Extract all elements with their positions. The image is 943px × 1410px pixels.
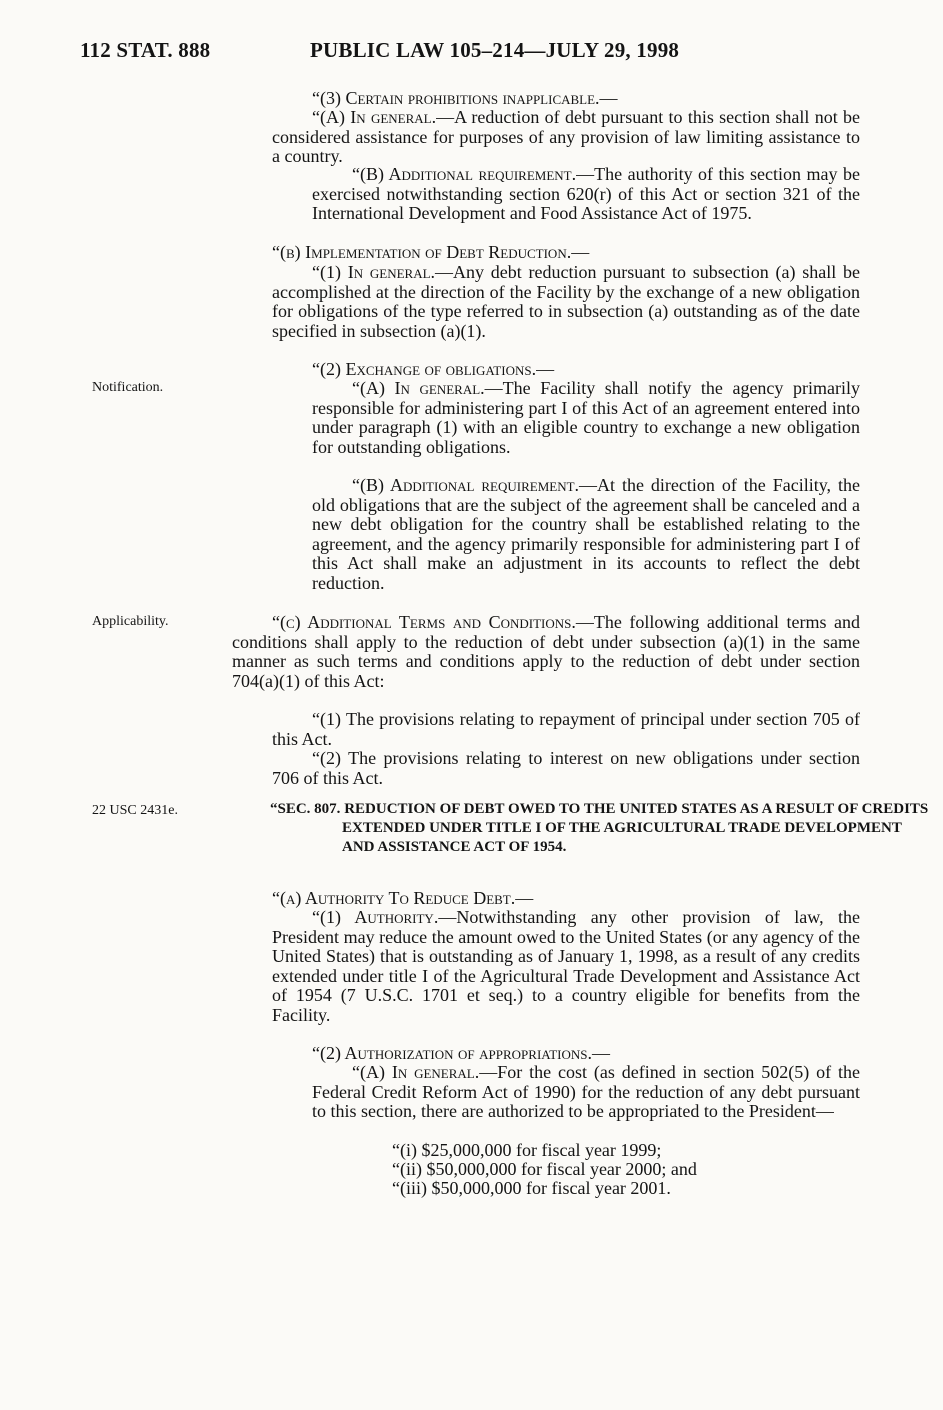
para-b2B: [312, 476, 860, 593]
item-ii: “(ii) $50,000,000 for fiscal year 2000; and: [392, 1159, 697, 1179]
para-807a1-heading: “(1) Authority.: [312, 907, 439, 927]
para-b2A: [312, 379, 860, 457]
section-label: “SEC. 807.: [270, 801, 341, 817]
para-c-text: —The following additional terms and conditions shall apply to the reduction of debt under subsection (a)(1) in the same manner as such terms and conditions apply to the reduction of debt under section 704(a)(1) of this Act:: [232, 612, 860, 691]
para-807a2A: [312, 1063, 860, 1122]
item-iii: “(iii) $50,000,000 for fiscal year 2001.: [392, 1178, 671, 1198]
para-b1: [272, 263, 860, 341]
para-a3A-heading: “(A) In general.: [312, 107, 437, 127]
para-b2B-heading: “(B) Additional requirement.: [352, 475, 580, 495]
para-b1-heading: “(1) In general.: [312, 262, 436, 282]
margin-note-notification: Notification.: [92, 380, 164, 395]
section-807-heading: [270, 800, 932, 857]
para-807a1: [272, 908, 860, 1025]
page-citation: 112 STAT. 888: [80, 38, 211, 62]
para-c1: “(1) The provisions relating to repayment of principal under section 705 of this Act.: [272, 709, 860, 749]
para-b2A-heading: “(A) In general.: [352, 378, 485, 398]
margin-note-applicability: Applicability.: [92, 614, 169, 629]
para-c2: “(2) The provisions relating to interest on new obligations under section 706 of this Act.: [272, 748, 860, 788]
para-807a1-text: —Notwithstanding any other provision of law, the President may reduce the amount owed to the United States (or any agency of the United States) that is outstanding as of January 1, 1998, as a result of any credits extended under title I of the Agricultural Trade Development and Assistance Act of 1954 (7 U.S.C. 1701 et seq.) to a country eligible for benefits from the Facility.: [272, 907, 861, 1025]
para-b2-heading: “(2) Exchange of obligations.—: [312, 359, 555, 379]
para-807a-heading: “(a) Authority To Reduce Debt.—: [272, 888, 534, 908]
section-title: REDUCTION OF DEBT OWED TO THE UNITED STATES AS A RESULT OF CREDITS EXTENDED UNDER TITLE I OF THE AGRICULTURAL TRADE DEVELOPMENT AND ASSISTANCE ACT OF 1954.: [342, 801, 929, 855]
para-a3A-text: —A reduction of debt pursuant to this section shall not be considered assistance for purposes of any provision of law limiting assistance to a country.: [272, 107, 860, 166]
running-head: PUBLIC LAW 105–214—JULY 29, 1998: [310, 38, 680, 62]
para-a3B-heading: “(B) Additional requirement.: [352, 164, 577, 184]
para-a3A: [272, 108, 860, 167]
para-b2B-text: —At the direction of the Facility, the old obligations that are the subject of the agreement shall be canceled and a new debt obligation for the country shall be established relating to the agreement, and the agency primarily responsible for administering part I of this Act shall make an adjustment in its accounts to reflect the debt reduction.: [312, 475, 860, 593]
para-b1-text: —Any debt reduction pursuant to subsection (a) shall be accomplished at the direction of the Facility by the exchange of a new obligation for obligations of the type referred to in subsection (a) outstanding as of the date specified in subsection (a)(1).: [272, 262, 860, 341]
para-b2A-text: —The Facility shall notify the agency primarily responsible for administering part I of this Act of an agreement entered into under paragraph (1) with an eligible country to exchange a new obligation for outstanding obligations.: [312, 378, 860, 457]
para-807a2A-heading: “(A) In general.: [352, 1062, 480, 1082]
para-c: [232, 613, 860, 691]
para-807a2A-text: —For the cost (as defined in section 502(5) of the Federal Credit Reform Act of 1990) for the reduction of any debt pursuant to this section, there are authorized to be appropriated to the President—: [312, 1062, 860, 1121]
para-c-heading: “(c) Additional Terms and Conditions.: [272, 612, 576, 632]
margin-note-usc: 22 USC 2431e.: [92, 803, 178, 818]
para-b-heading: “(b) Implementation of Debt Reduction.—: [272, 242, 590, 262]
para-807a2-heading: “(2) Authorization of appropriations.—: [312, 1043, 611, 1063]
item-i: “(i) $25,000,000 for fiscal year 1999;: [392, 1140, 662, 1160]
para-a3B-text: —The authority of this section may be exercised notwithstanding section 620(r) of this Act or section 321 of the International Development and Food Assistance Act of 1975.: [312, 164, 860, 223]
para-a3B: [312, 165, 860, 224]
para-a3-heading: “(3) Certain prohibitions inapplicable.—: [312, 88, 618, 108]
